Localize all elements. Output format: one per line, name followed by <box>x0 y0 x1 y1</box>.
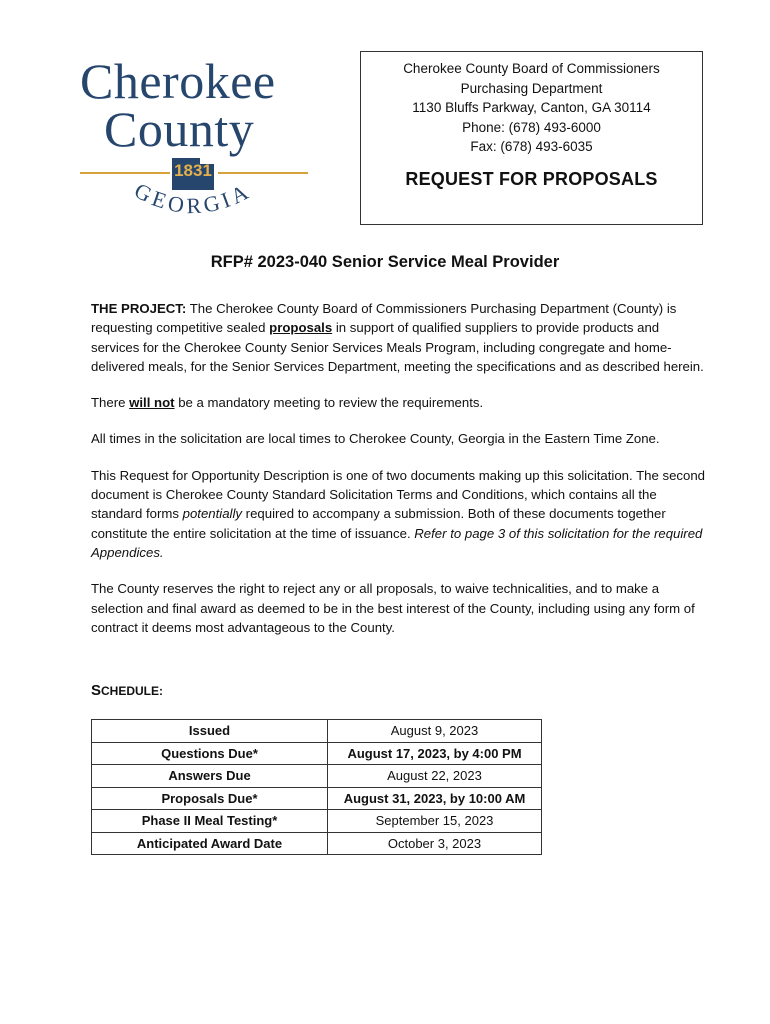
meeting-pre: There <box>91 395 130 411</box>
org-name: Cherokee County Board of Commissioners <box>403 61 660 76</box>
schedule-value: August 31, 2023, by 10:00 AM <box>328 787 542 810</box>
schedule-label: Issued <box>92 720 328 743</box>
docs-appendix-note: Refer to page 3 of this solicitation for the required Appendices. <box>91 525 703 560</box>
schedule-heading-rest: CHEDULE: <box>101 684 164 698</box>
schedule-value: August 17, 2023, by 4:00 PM <box>328 742 542 765</box>
logo-georgia-arc <box>118 182 268 228</box>
documents-paragraph <box>91 466 711 562</box>
rfp-number-heading: RFP# 2023-040 Senior Service Meal Provider <box>210 253 560 271</box>
logo-state-text: GEORGIA <box>130 182 256 219</box>
schedule-value: September 15, 2023 <box>328 810 542 833</box>
logo-rule-left <box>80 172 170 174</box>
docs-emphasis: potentially <box>182 506 243 522</box>
table-row <box>92 765 542 788</box>
schedule-label: Anticipated Award Date <box>92 832 328 855</box>
table-row <box>92 787 542 810</box>
project-text-a: The Cherokee County Board of Commissioners Purchasing Department (County) is requesting competitive sealed <box>91 301 677 336</box>
table-row <box>92 742 542 765</box>
purchasing-contact-box <box>360 51 703 225</box>
schedule-value: October 3, 2023 <box>328 832 542 855</box>
cherokee-county-logo <box>78 52 310 228</box>
docs-text-b: required to accompany a submission. Both of these documents together constitute the entire solicitation at the time of issuance. <box>91 506 666 541</box>
logo-wordmark-cherokee: Cherokee <box>80 53 276 109</box>
schedule-label: Phase II Meal Testing* <box>92 810 328 833</box>
reserves-paragraph: The County reserves the right to reject any or all proposals, to waive technicalities, and to make a selection and final award as deemed to be in the best interest of the County, including using any form of contract it deems most advantageous to the County. <box>91 581 695 635</box>
schedule-label: Answers Due <box>92 765 328 788</box>
address: 1130 Bluffs Parkway, Canton, GA 30114 <box>412 100 651 115</box>
schedule-label: Proposals Due* <box>92 787 328 810</box>
schedule-heading <box>91 682 163 699</box>
project-label: THE PROJECT: <box>91 301 187 316</box>
fax: Fax: (678) 493-6035 <box>470 139 593 154</box>
schedule-value: August 22, 2023 <box>328 765 542 788</box>
document-body <box>91 299 711 654</box>
schedule-label: Questions Due* <box>92 742 328 765</box>
meeting-emphasis: will not <box>129 395 175 411</box>
project-paragraph <box>91 299 711 376</box>
table-row <box>92 832 542 855</box>
meeting-post: be a mandatory meeting to review the requirements. <box>174 395 484 411</box>
meeting-paragraph <box>91 393 711 412</box>
table-row <box>92 810 542 833</box>
phone: Phone: (678) 493-6000 <box>462 119 601 135</box>
logo-wordmark-county: County <box>104 101 255 157</box>
project-text-b: in support of qualified suppliers to provide products and services for the Cherokee County Senior Services Meals Program, including congregate and home-delivered meals, for the Senior Services Department, meeting the specifications and as described herein. <box>91 320 704 374</box>
docs-text-a: This Request for Opportunity Description is one of two documents making up this solicitation. The second document is Cherokee County Standard Solicitation Terms and Conditions, which contains all the standard forms <box>91 467 706 522</box>
schedule-table <box>91 719 542 855</box>
document-title: REQUEST FOR PROPOSALS <box>405 168 658 189</box>
project-emphasis: proposals <box>269 320 333 336</box>
dept-name: Purchasing Department <box>460 80 603 96</box>
schedule-heading-initial: S <box>91 682 102 699</box>
times-paragraph: All times in the solicitation are local times to Cherokee County, Georgia in the Eastern Time Zone. <box>91 431 660 447</box>
svg-text:GEORGIA <box>130 182 255 218</box>
table-row <box>92 720 542 743</box>
schedule-value: August 9, 2023 <box>328 720 542 743</box>
logo-year: 1831 <box>174 161 212 180</box>
logo-rule-right <box>218 172 308 174</box>
